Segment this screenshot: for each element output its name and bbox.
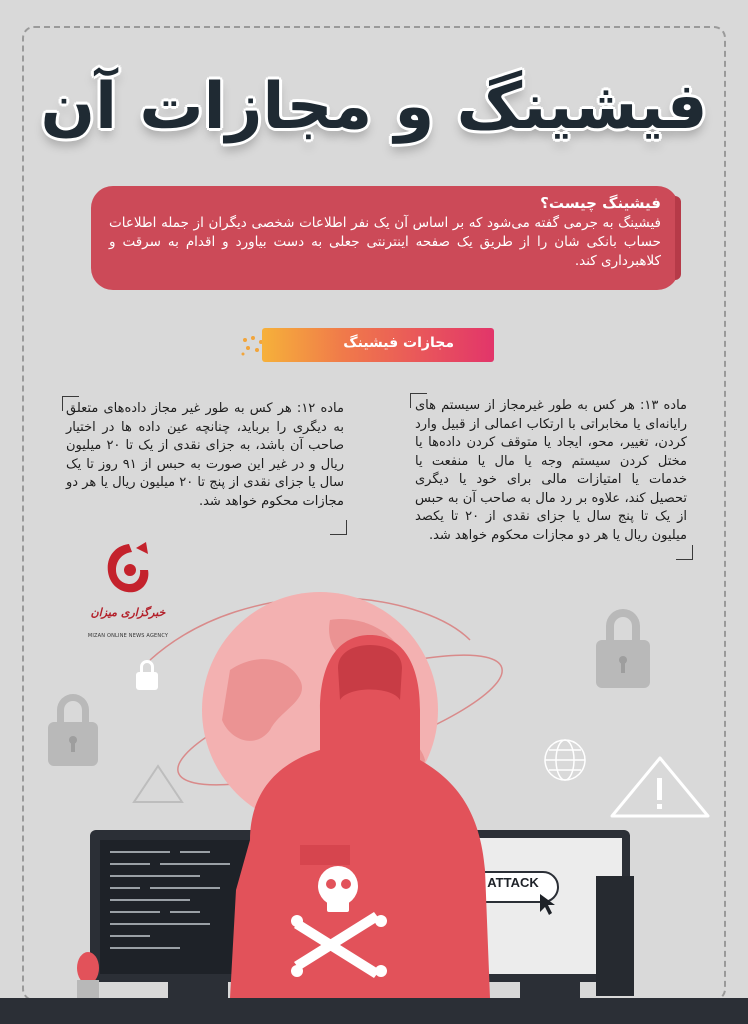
- definition-heading: فیشینگ چیست؟: [540, 194, 661, 212]
- lock-icon: [48, 694, 98, 766]
- article-12: ماده ۱۲: هر کس به طور غیر مجاز داده‌های متعلق به دیگری را برباید، چنانچه عین داده ها در اختیار صاحب آن باشد، به جزای نقدی از یک تا ۲۰ میلیون ریال و در غیر این صورت به حبس از ۹۱ روز تا یک سال یا جزای نقدی از پنج تا ۲۰ میلیون ریال یا هر دو مجازات محکوم خواهد شد.: [66, 401, 345, 509]
- warning-icon: [612, 758, 708, 816]
- definition-box: [91, 186, 679, 290]
- cactus-icon: [77, 952, 99, 998]
- wire-globe-icon: [545, 740, 585, 780]
- section-ribbon: [262, 328, 494, 362]
- hacker-scene: [0, 590, 748, 1024]
- logo-subtitle: MIZAN ONLINE NEWS AGENCY: [87, 633, 169, 639]
- small-lock-icon: [136, 660, 158, 690]
- definition-text: فیشینگ به جرمی گفته می‌شود که بر اساس آن یک نفر اطلاعات شخصی دیگران از جمله اطلاعات حساب بانکی شان را از طریق یک صفحه اینترنتی جعلی به دست بیاورد و اقدام به سرقت و کلاهبرداری کند.: [109, 215, 661, 269]
- bracket-left-bottom: [330, 520, 347, 535]
- section-label: مجازات فیشینگ: [343, 335, 454, 351]
- right-lock-icon: [596, 609, 650, 688]
- bracket-right-bottom: [676, 545, 693, 560]
- article-13: ماده ۱۳: هر کس به طور غیرمجاز از سیستم های رایانه‌ای یا مخابراتی با ارتکاب اعمالی از قبیل وارد کردن، تغییر، محو، ایجاد یا متوقف کردن داده‌ها یا مختل کردن سیستم وجه یا مال یا منفعت یا خدمات یا امتیازات مالی برای خود یا دیگری تحصیل کند، علاوه بر رد مال به صاحب آن به حبس از یک تا پنج سال یا جزای نقدی از ۲۰ تا یکصد میلیون ریال یا هر دو مجازات محکوم خواهد شد.: [415, 398, 687, 543]
- page-title: فیشینگ و مجازات آن: [40, 70, 708, 144]
- logo-name: خبرگزاری میزان: [90, 606, 166, 619]
- warning-small-icon: [134, 766, 182, 802]
- attack-button[interactable]: ATTACK: [487, 875, 539, 890]
